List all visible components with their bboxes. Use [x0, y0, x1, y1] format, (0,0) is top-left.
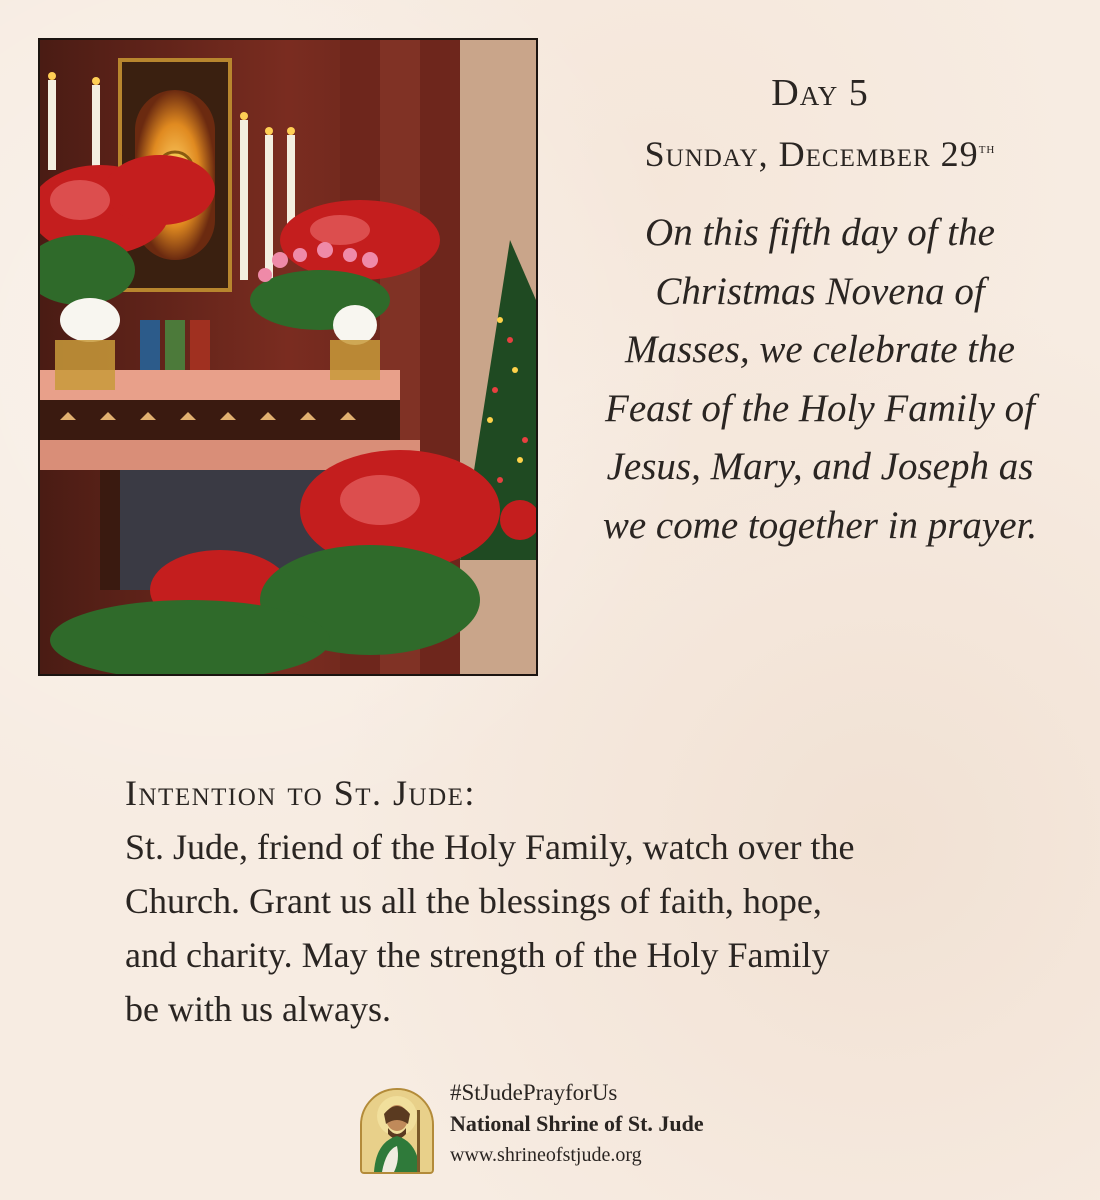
verse-line: we come together in prayer. — [602, 503, 1038, 547]
intention-line: St. Jude, friend of the Holy Family, watch over the — [125, 827, 855, 867]
intention-body — [125, 820, 1025, 1036]
shrine-url[interactable]: www.shrineofstjude.org — [450, 1144, 642, 1166]
day-header — [560, 70, 1080, 177]
verse-line: Masses, we celebrate the — [625, 328, 1015, 371]
st-jude-portrait — [362, 1090, 432, 1172]
day-number: Day 5 — [771, 72, 869, 114]
novena-verse — [560, 204, 1080, 555]
shrine-name: National Shrine of St. Jude — [450, 1111, 704, 1136]
footer-text — [450, 1078, 704, 1170]
verse-line: Feast of the Holy Family of — [605, 386, 1035, 430]
date-suffix: th — [978, 140, 996, 157]
intention-line: be with us always. — [125, 989, 391, 1029]
st-jude-medal-icon — [360, 1088, 434, 1174]
verse-line: Christmas Novena of — [655, 269, 985, 313]
date-line — [560, 126, 1080, 177]
date-text: Sunday, December 29 — [644, 134, 979, 174]
intention-line: and charity. May the strength of the Holy Family — [125, 935, 830, 975]
intention-line: Church. Grant us all the blessings of faith, hope, — [125, 881, 822, 921]
altar-photo — [38, 38, 538, 676]
footer — [360, 1078, 780, 1168]
verse-line: On this fifth day of the — [645, 211, 995, 254]
intention-section — [125, 770, 1025, 1036]
intention-title: Intention to St. Jude: — [125, 773, 476, 813]
hashtag[interactable]: #StJudePrayforUs — [450, 1080, 618, 1105]
verse-line: Jesus, Mary, and Joseph as — [606, 445, 1034, 488]
altar-photo-illustration — [40, 40, 536, 674]
